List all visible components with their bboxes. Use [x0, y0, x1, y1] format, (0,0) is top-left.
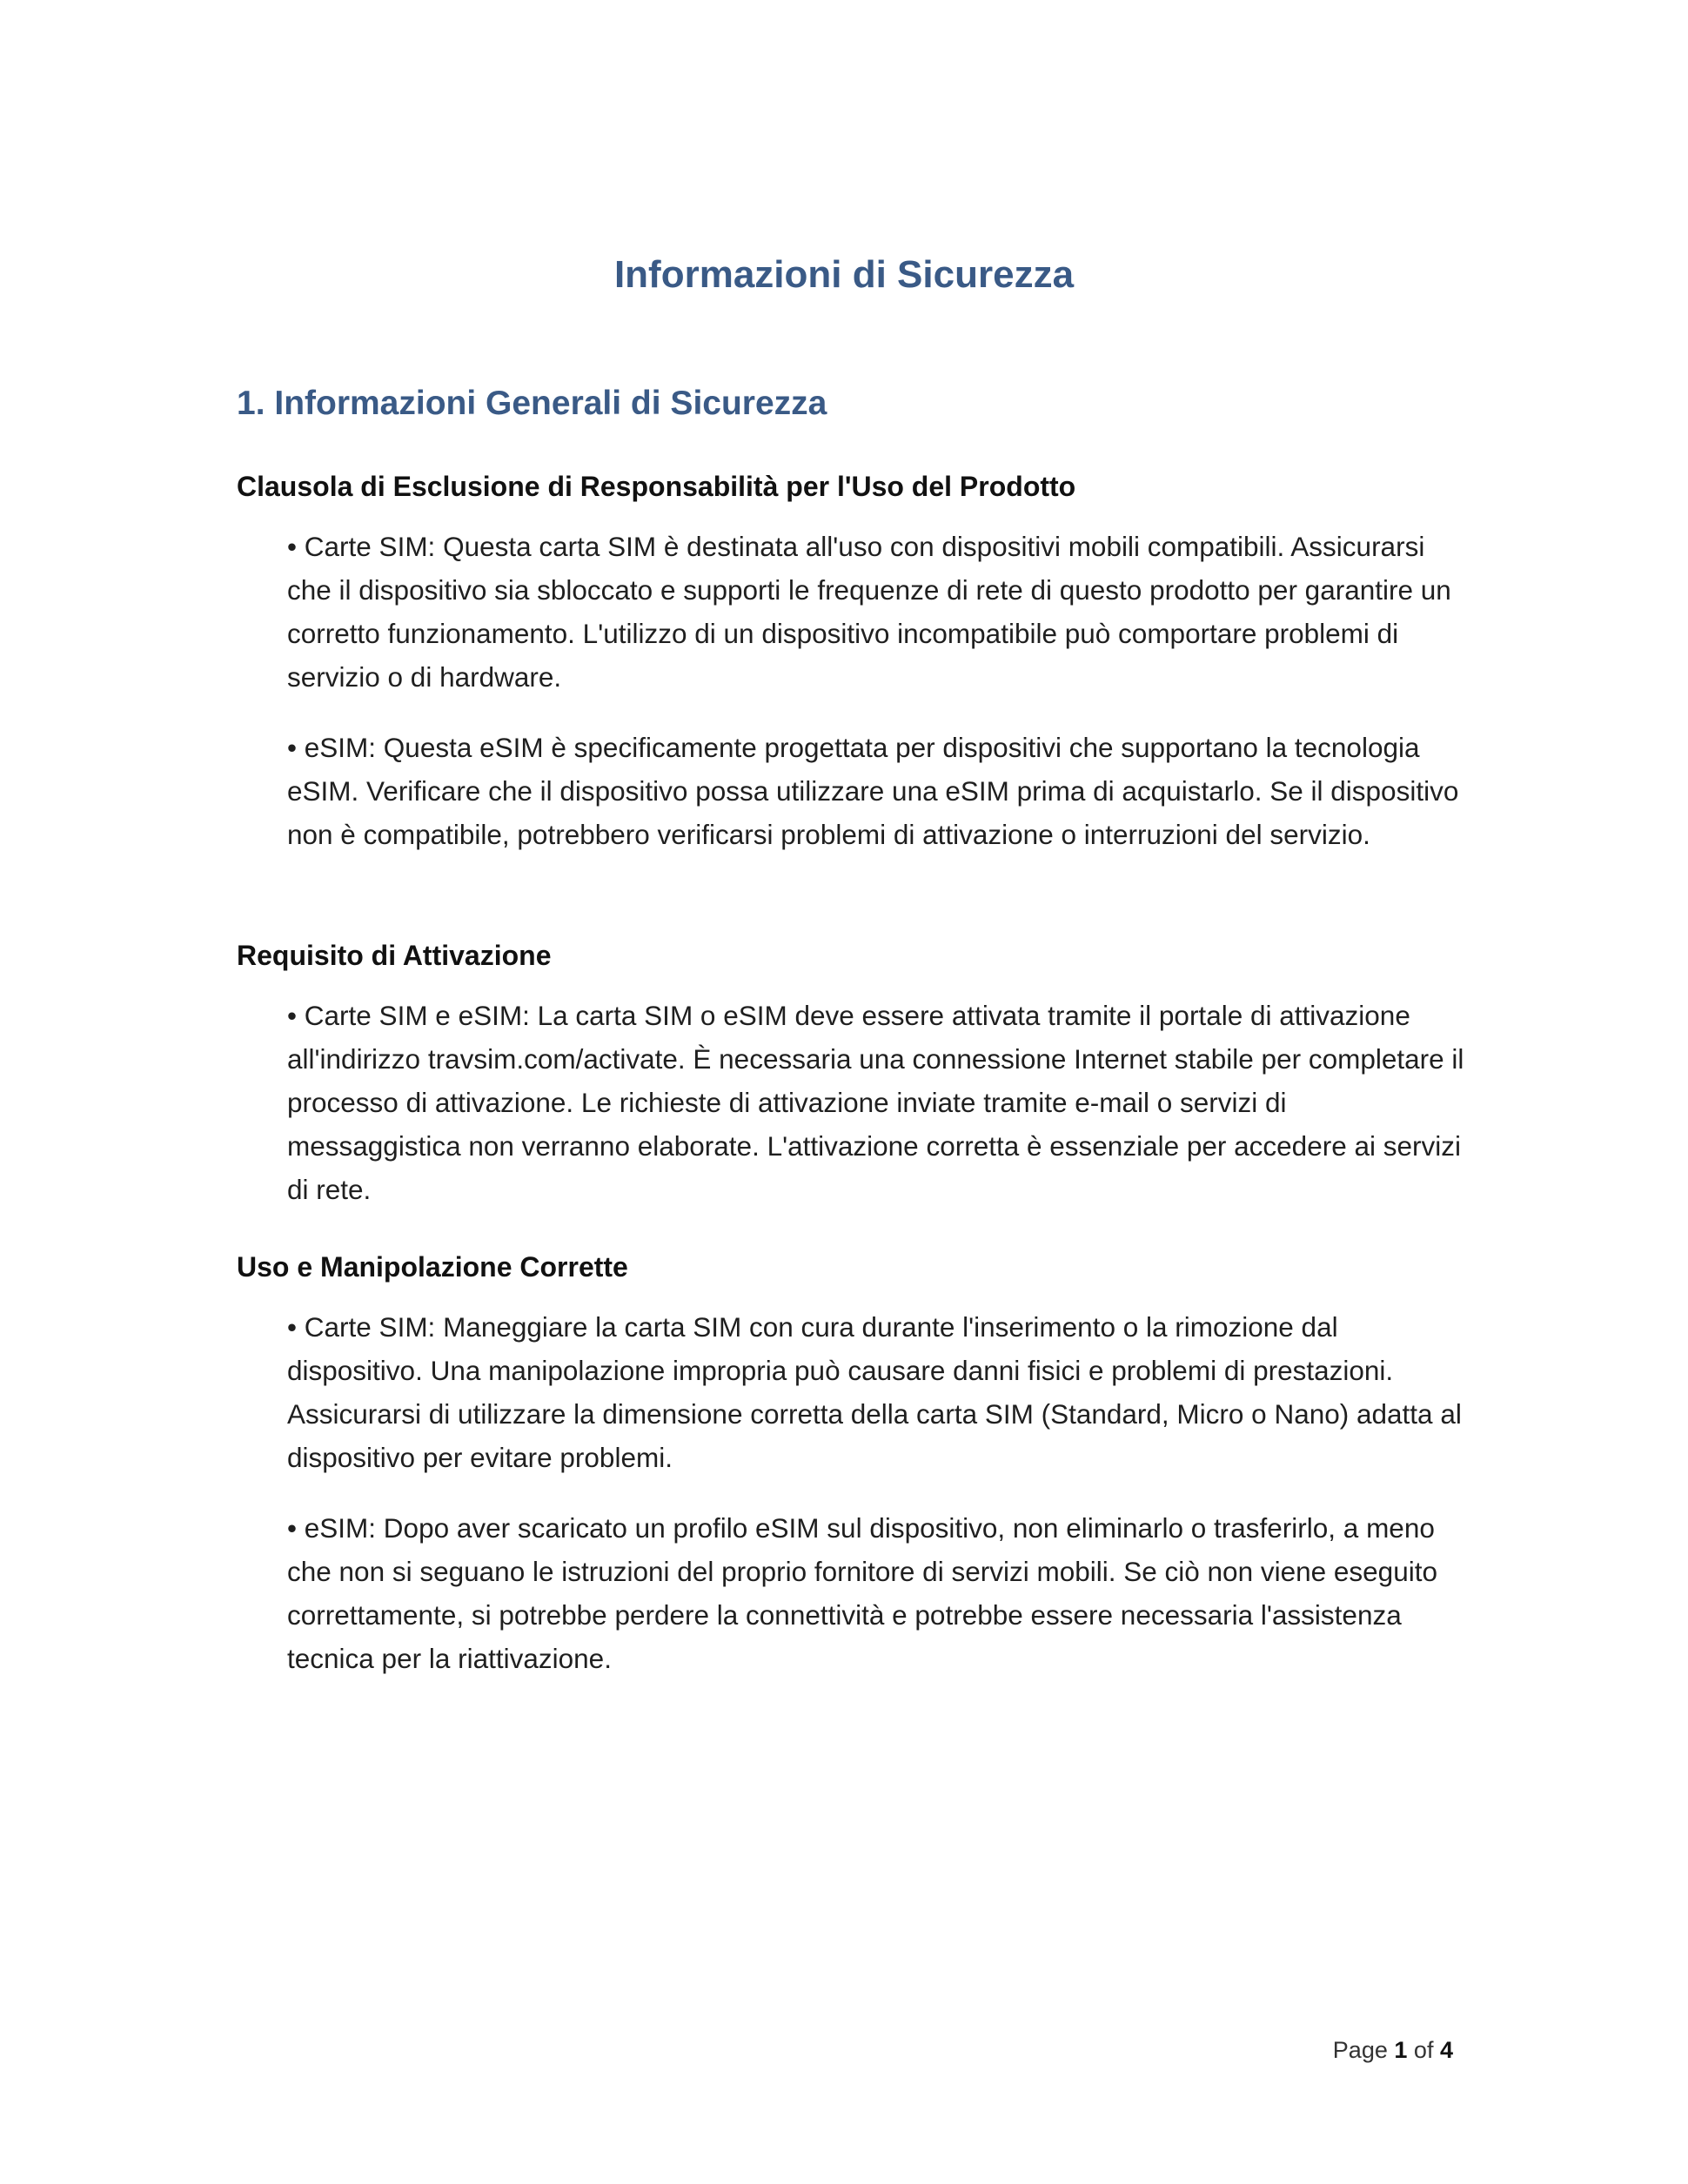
paragraph-sim-handling: • Carte SIM: Maneggiare la carta SIM con cura durante l'inserimento o la rimozione dal dispositivo. Una manipolazione impropria può causare danni fisici e problemi di prestazioni. Assicurarsi di utilizzare la dimensione corretta della carta SIM (Standard, Micro o Nano) adatta al dispositivo per evitare problemi. [287, 1311, 1462, 1473]
footer-total-pages: 4 [1439, 2037, 1453, 2063]
page-number-footer [1218, 2033, 1453, 2067]
paragraph-activation: • Carte SIM e eSIM: La carta SIM o eSIM deve essere attivata tramite il portale di attivazione all'indirizzo travsim.com/activate. È necessaria una connessione Internet stabile per completare il processo di attivazione. Le richieste di attivazione inviate tramite e-mail o servizi di messaggistica non verranno elaborate. L'attivazione corretta è essenziale per accedere ai servizi di rete. [287, 1000, 1464, 1205]
document-title: Informazioni di Sicurezza [613, 253, 1075, 296]
subheading-handling: Uso e Manipolazione Corrette [237, 1251, 628, 1283]
paragraph-esim-compatibility: • eSIM: Questa eSIM è specificamente progettata per dispositivi che supportano la tecnologia eSIM. Verificare che il dispositivo possa utilizzare una eSIM prima di acquistarlo. Se il dispositivo non è compatibile, potrebbero verificarsi problemi di attivazione o interruzioni del servizio. [287, 732, 1459, 850]
subheading-activation: Requisito di Attivazione [237, 940, 552, 971]
footer-page-word: Page [1332, 2037, 1388, 2063]
section-heading: 1. Informazioni Generali di Sicurezza [237, 385, 827, 422]
footer-of-word: of [1413, 2037, 1434, 2063]
paragraph-esim-handling: • eSIM: Dopo aver scaricato un profilo eSIM sul dispositivo, non eliminarlo o trasferirlo, a meno che non si seguano le istruzioni del proprio fornitore di servizi mobili. Se ciò non viene eseguito correttamente, si potrebbe perdere la connettività e potrebbe essere necessaria l'assistenza tecnica per la riattivazione. [287, 1512, 1437, 1674]
paragraph-sim-compatibility: • Carte SIM: Questa carta SIM è destinata all'uso con dispositivi mobili compatibili. Assicurarsi che il dispositivo sia sbloccato e supporti le frequenze di rete di questo prodotto per garantire un corretto funzionamento. L'utilizzo di un dispositivo incompatibile può comportare problemi di servizio o di hardware. [287, 531, 1451, 693]
footer-current-page: 1 [1394, 2037, 1408, 2063]
subheading-disclaimer: Clausola di Esclusione di Responsabilità per l'Uso del Prodotto [237, 471, 1076, 502]
